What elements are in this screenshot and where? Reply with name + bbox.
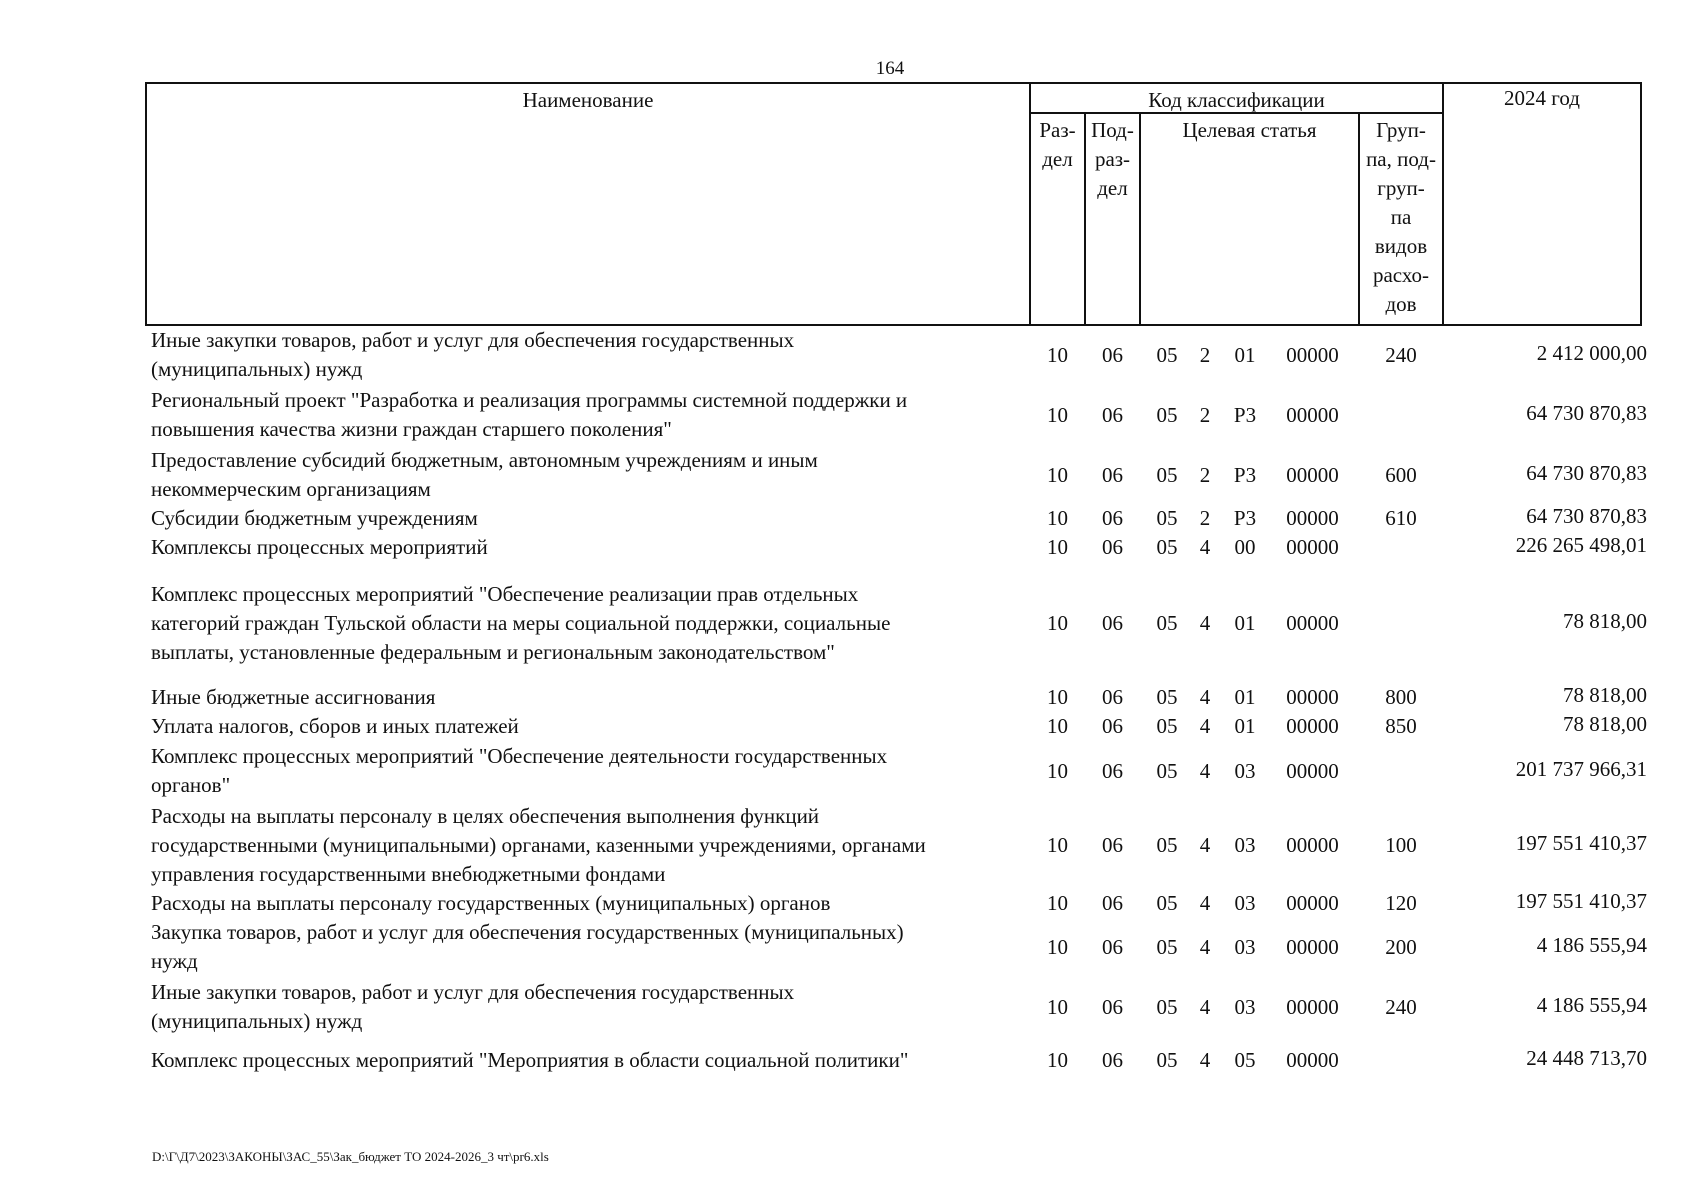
row-name: Закупка товаров, работ и услуг для обеспечения государственных (муниципальных) нужд [151,920,904,973]
row-code-t2: 4 [1199,685,1211,709]
header-target: Целевая статья [1182,118,1317,142]
header-podrazdel: Под- раз- дел [1091,118,1134,200]
row-code-pr: 06 [1102,611,1123,635]
page-number: 164 [875,58,905,79]
row-amount: 197 551 410,37 [1515,889,1647,913]
row-amount: 78 818,00 [1563,609,1647,633]
row-code-g: 850 [1385,714,1417,738]
row-code-r: 10 [1047,462,1068,487]
row-code-r: 10 [1047,714,1068,738]
header-razdel: Раз- дел [1039,118,1076,171]
row-code-t1: 05 [1156,891,1178,915]
row-code-t2: 4 [1199,994,1211,1019]
row-code-t2: 4 [1199,891,1211,915]
row-code-g: 240 [1385,342,1417,367]
row-code-t2: 4 [1199,934,1211,959]
row-code-r: 10 [1047,891,1068,915]
row-amount: 197 551 410,37 [1515,831,1647,855]
row-code-t3: 01 [1234,611,1256,635]
row-name: Комплекс процессных мероприятий "Обеспечение реализации прав отдельных категорий граждан Тульской области на меры социальной поддержки, социальные выплаты, установленные федеральным и региональным законодательством" [151,582,891,664]
row-code-t2: 4 [1199,714,1211,738]
row-code-g: 240 [1385,994,1417,1019]
row-code-t3: Р3 [1233,462,1257,487]
row-amount: 24 448 713,70 [1526,1046,1647,1070]
row-code-pr: 06 [1102,994,1123,1019]
row-code-g: 800 [1385,685,1417,709]
row-code-r: 10 [1047,685,1068,709]
row-code-t3: Р3 [1233,506,1257,530]
row-code-t2: 4 [1199,833,1211,857]
row-code-r: 10 [1047,535,1068,559]
row-code-t1: 05 [1156,934,1178,959]
row-amount: 78 818,00 [1563,712,1647,736]
row-code-g: 610 [1385,506,1417,530]
row-code-pr: 06 [1102,891,1123,915]
row-code-t1: 05 [1156,994,1178,1019]
row-code-r: 10 [1047,342,1068,367]
row-code-pr: 06 [1102,934,1123,959]
row-code-t3: 03 [1234,934,1256,959]
row-code-t3: 01 [1234,342,1256,367]
row-code-r: 10 [1047,994,1068,1019]
row-code-pr: 06 [1102,758,1123,783]
row-code-g: 100 [1385,833,1417,857]
row-name: Расходы на выплаты персоналу в целях обеспечения выполнения функций государственными (муниципальными) органами, казенными учреждениями, органами управления государственными внебюджетными фондами [151,804,926,886]
row-name: Иные бюджетные ассигнования [151,685,436,709]
row-code-pr: 06 [1102,833,1123,857]
row-code-t4: 00000 [1286,685,1339,709]
row-code-t2: 4 [1199,535,1211,559]
row-code-t4: 00000 [1286,714,1339,738]
row-code-t4: 00000 [1286,994,1339,1019]
row-code-pr: 06 [1102,685,1123,709]
row-code-pr: 06 [1102,1048,1123,1072]
row-code-t3: 00 [1234,535,1256,559]
row-code-t1: 05 [1156,714,1178,738]
row-code-pr: 06 [1102,506,1123,530]
row-code-t4: 00000 [1286,342,1339,367]
row-code-g: 200 [1385,934,1417,959]
row-code-t2: 4 [1199,758,1211,783]
row-code-t4: 00000 [1286,506,1339,530]
row-code-pr: 06 [1102,342,1123,367]
row-code-t3: 03 [1234,891,1256,915]
row-code-r: 10 [1047,1048,1068,1072]
row-name: Комплекс процессных мероприятий "Обеспечение деятельности государственных органов" [151,744,888,797]
row-code-t3: 01 [1234,685,1256,709]
row-code-t1: 05 [1156,342,1178,367]
row-code-t1: 05 [1156,611,1178,635]
row-code-t4: 00000 [1286,758,1339,783]
row-code-r: 10 [1047,758,1068,783]
row-code-t4: 00000 [1286,891,1339,915]
row-code-t4: 00000 [1286,462,1339,487]
row-code-r: 10 [1047,833,1068,857]
row-code-t4: 00000 [1286,833,1339,857]
row-code-r: 10 [1047,934,1068,959]
row-code-t4: 00000 [1286,402,1339,427]
row-code-t2: 4 [1199,611,1211,635]
row-code-t3: 03 [1234,994,1256,1019]
row-code-pr: 06 [1102,462,1123,487]
row-code-r: 10 [1047,402,1068,427]
row-amount: 64 730 870,83 [1526,460,1647,485]
row-code-t2: 2 [1199,506,1211,530]
row-name: Иные закупки товаров, работ и услуг для обеспечения государственных (муниципальных) нужд [151,980,795,1033]
row-code-t1: 05 [1156,402,1178,427]
header-group: Груп- па, под- груп- па видов расхо- дов [1366,118,1436,316]
row-amount: 201 737 966,31 [1515,756,1647,781]
row-name: Расходы на выплаты персоналу государственных (муниципальных) органов [151,891,831,915]
row-code-t2: 2 [1199,402,1211,427]
row-amount: 2 412 000,00 [1536,340,1647,365]
row-code-t4: 00000 [1286,934,1339,959]
row-code-pr: 06 [1102,535,1123,559]
row-code-t3: Р3 [1233,402,1257,427]
row-code-t4: 00000 [1286,535,1339,559]
row-code-t1: 05 [1156,833,1178,857]
row-code-g: 120 [1385,891,1417,915]
row-code-r: 10 [1047,506,1068,530]
row-name: Уплата налогов, сборов и иных платежей [151,714,519,738]
row-amount: 64 730 870,83 [1526,400,1647,425]
row-code-pr: 06 [1102,714,1123,738]
row-code-t1: 05 [1156,506,1178,530]
row-code-t1: 05 [1156,1048,1178,1072]
row-code-t1: 05 [1156,685,1178,709]
row-code-r: 10 [1047,611,1068,635]
row-name: Комплексы процессных мероприятий [151,535,488,559]
row-code-pr: 06 [1102,402,1123,427]
row-code-t3: 01 [1234,714,1256,738]
row-code-t1: 05 [1156,462,1178,487]
row-name: Региональный проект "Разработка и реализация программы системной поддержки и повышения качества жизни граждан старшего поколения" [151,388,908,441]
row-name: Предоставление субсидий бюджетным, автономным учреждениям и иным некоммерческим организациям [151,448,818,501]
row-code-t2: 4 [1199,1048,1211,1072]
row-amount: 226 265 498,01 [1515,533,1647,557]
header-name: Наименование [522,88,654,112]
header-year: 2024 год [1504,86,1580,110]
row-name: Комплекс процессных мероприятий "Мероприятия в области социальной политики" [151,1048,909,1072]
row-code-t3: 03 [1234,758,1256,783]
row-code-t1: 05 [1156,758,1178,783]
row-code-t2: 2 [1199,462,1211,487]
row-code-t2: 2 [1199,342,1211,367]
row-code-t3: 03 [1234,833,1256,857]
row-amount: 4 186 555,94 [1536,932,1647,957]
row-amount: 4 186 555,94 [1536,992,1647,1017]
row-amount: 64 730 870,83 [1526,504,1647,528]
row-code-t4: 00000 [1286,611,1339,635]
footer-file-path: D:\Г\Д7\2023\ЗАКОНЫ\ЗАС_55\Зак_бюджет ТО 2024-2026_3 чт\pr6.xls [152,1149,549,1164]
row-name: Субсидии бюджетным учреждениям [151,506,478,530]
row-code-t3: 05 [1234,1048,1256,1072]
row-code-g: 600 [1385,462,1417,487]
row-amount: 78 818,00 [1563,683,1647,707]
row-code-t4: 00000 [1286,1048,1339,1072]
row-name: Иные закупки товаров, работ и услуг для обеспечения государственных (муниципальных) нужд [151,328,795,381]
row-code-t1: 05 [1156,535,1178,559]
header-divider [1442,82,1444,326]
header-code-group: Код классификации [1148,88,1325,112]
